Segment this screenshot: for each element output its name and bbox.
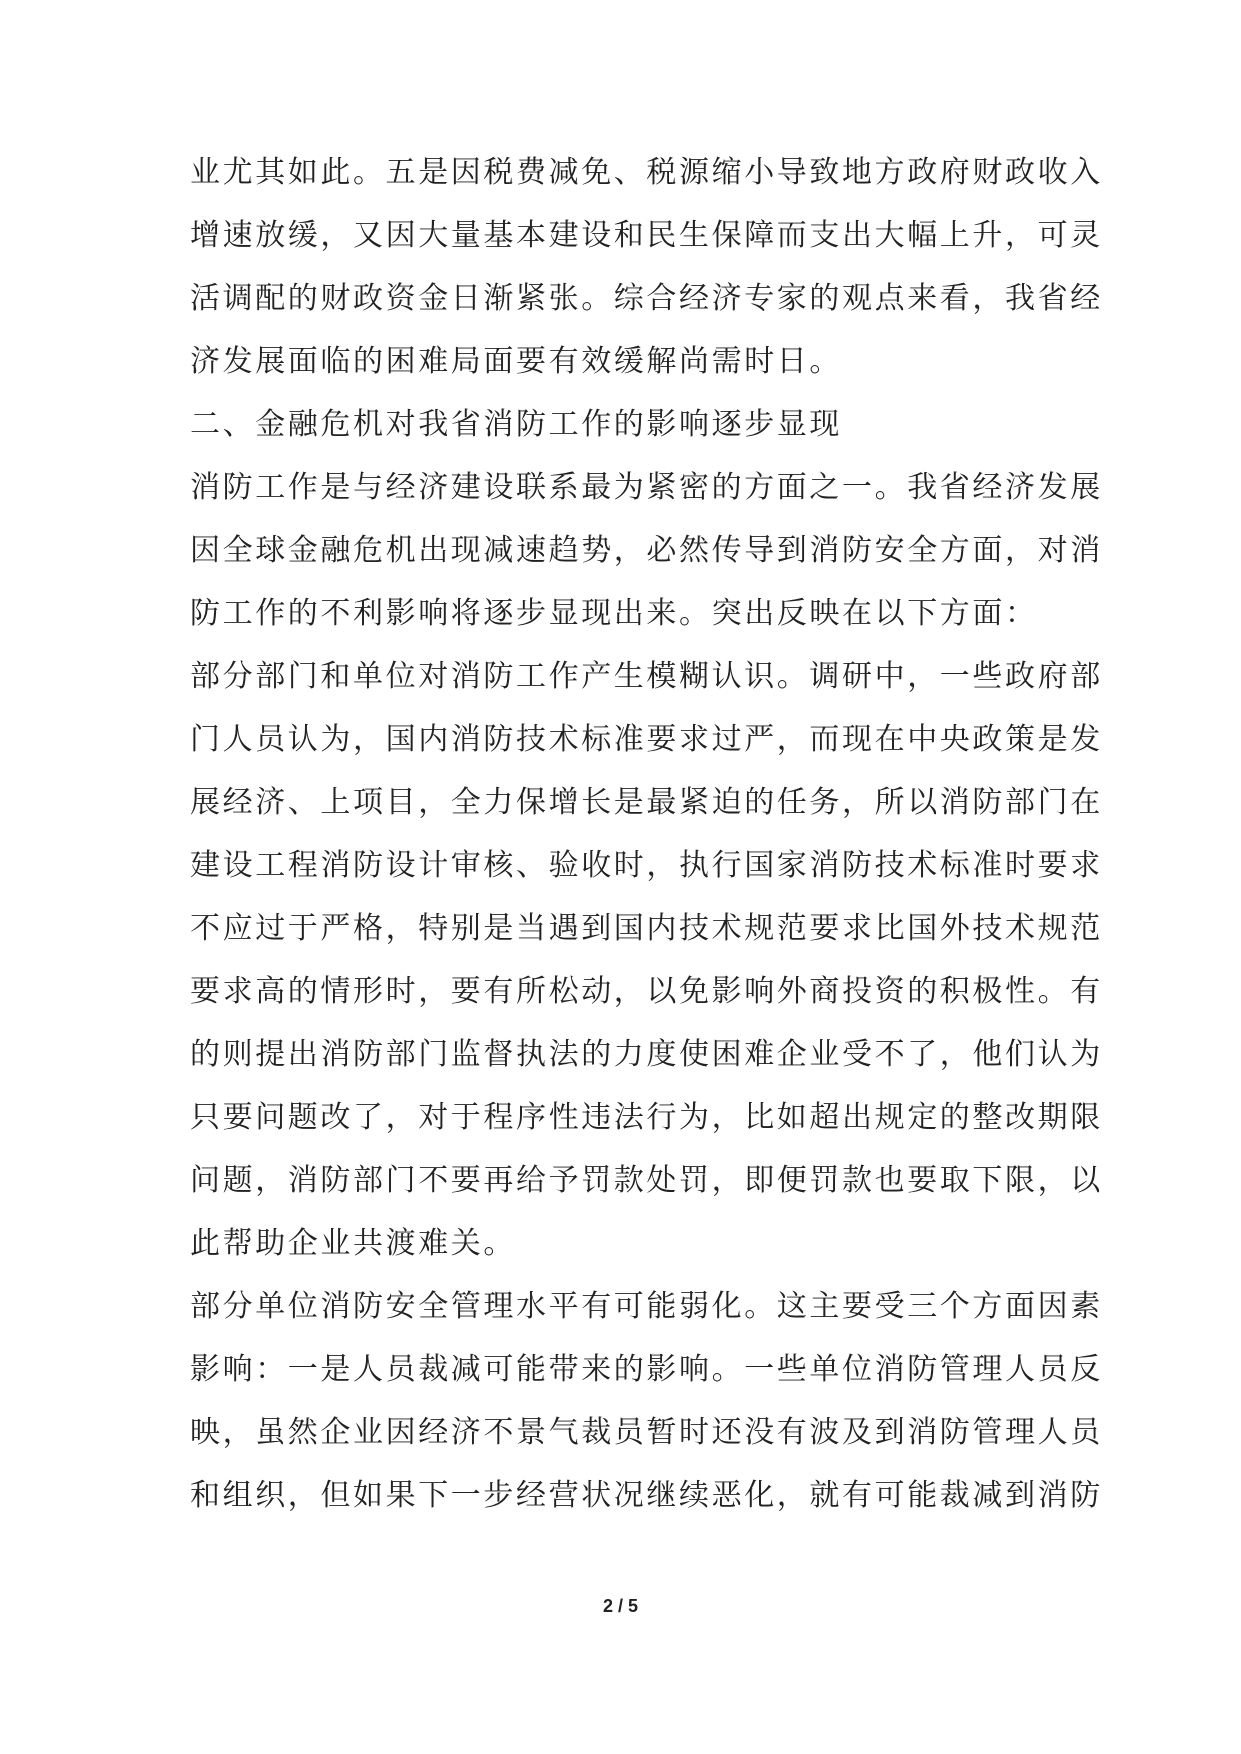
text-line: 展经济、上项目，全力保增长是最紧迫的任务，所以消防部门在 (190, 785, 1103, 820)
page-number: 2 / 5 (602, 1596, 639, 1616)
section-heading: 二、金融危机对我省消防工作的影响逐步显现 (190, 407, 842, 442)
text-line: 部分部门和单位对消防工作产生模糊认识。调研中，一些政府部 (190, 659, 1103, 694)
text-line: 业尤其如此。五是因税费减免、税源缩小导致地方政府财政收入 (190, 155, 1103, 190)
text-line: 此帮助企业共渡难关。 (190, 1226, 516, 1261)
text-line: 济发展面临的困难局面要有效缓解尚需时日。 (190, 344, 842, 379)
text-line: 增速放缓，又因大量基本建设和民生保障而支出大幅上升，可灵 (190, 218, 1103, 253)
body-text (190, 141, 1103, 1527)
text-line: 部分单位消防安全管理水平有可能弱化。这主要受三个方面因素 (190, 1289, 1103, 1324)
text-line: 的则提出消防部门监督执法的力度使困难企业受不了，他们认为 (190, 1037, 1103, 1072)
text-line: 活调配的财政资金日渐紧张。综合经济专家的观点来看，我省经 (190, 281, 1103, 316)
text-line: 建设工程消防设计审核、验收时，执行国家消防技术标准时要求 (190, 848, 1103, 883)
text-line: 影响：一是人员裁减可能带来的影响。一些单位消防管理人员反 (190, 1352, 1103, 1387)
text-line: 映，虽然企业因经济不景气裁员暂时还没有波及到消防管理人员 (190, 1415, 1103, 1450)
text-line: 门人员认为，国内消防技术标准要求过严，而现在中央政策是发 (190, 722, 1103, 757)
text-line: 要求高的情形时，要有所松动，以免影响外商投资的积极性。有 (190, 974, 1103, 1009)
text-line: 不应过于严格，特别是当遇到国内技术规范要求比国外技术规范 (190, 911, 1103, 946)
text-line: 因全球金融危机出现减速趋势，必然传导到消防安全方面，对消 (190, 533, 1103, 568)
text-line: 问题，消防部门不要再给予罚款处罚，即便罚款也要取下限，以 (190, 1163, 1103, 1198)
text-line: 只要问题改了，对于程序性违法行为，比如超出规定的整改期限 (190, 1100, 1103, 1135)
text-line: 消防工作是与经济建设联系最为紧密的方面之一。我省经济发展 (190, 470, 1103, 505)
text-line: 和组织，但如果下一步经营状况继续恶化，就有可能裁减到消防 (190, 1478, 1103, 1513)
text-line: 防工作的不利影响将逐步显现出来。突出反映在以下方面： (190, 596, 1038, 631)
